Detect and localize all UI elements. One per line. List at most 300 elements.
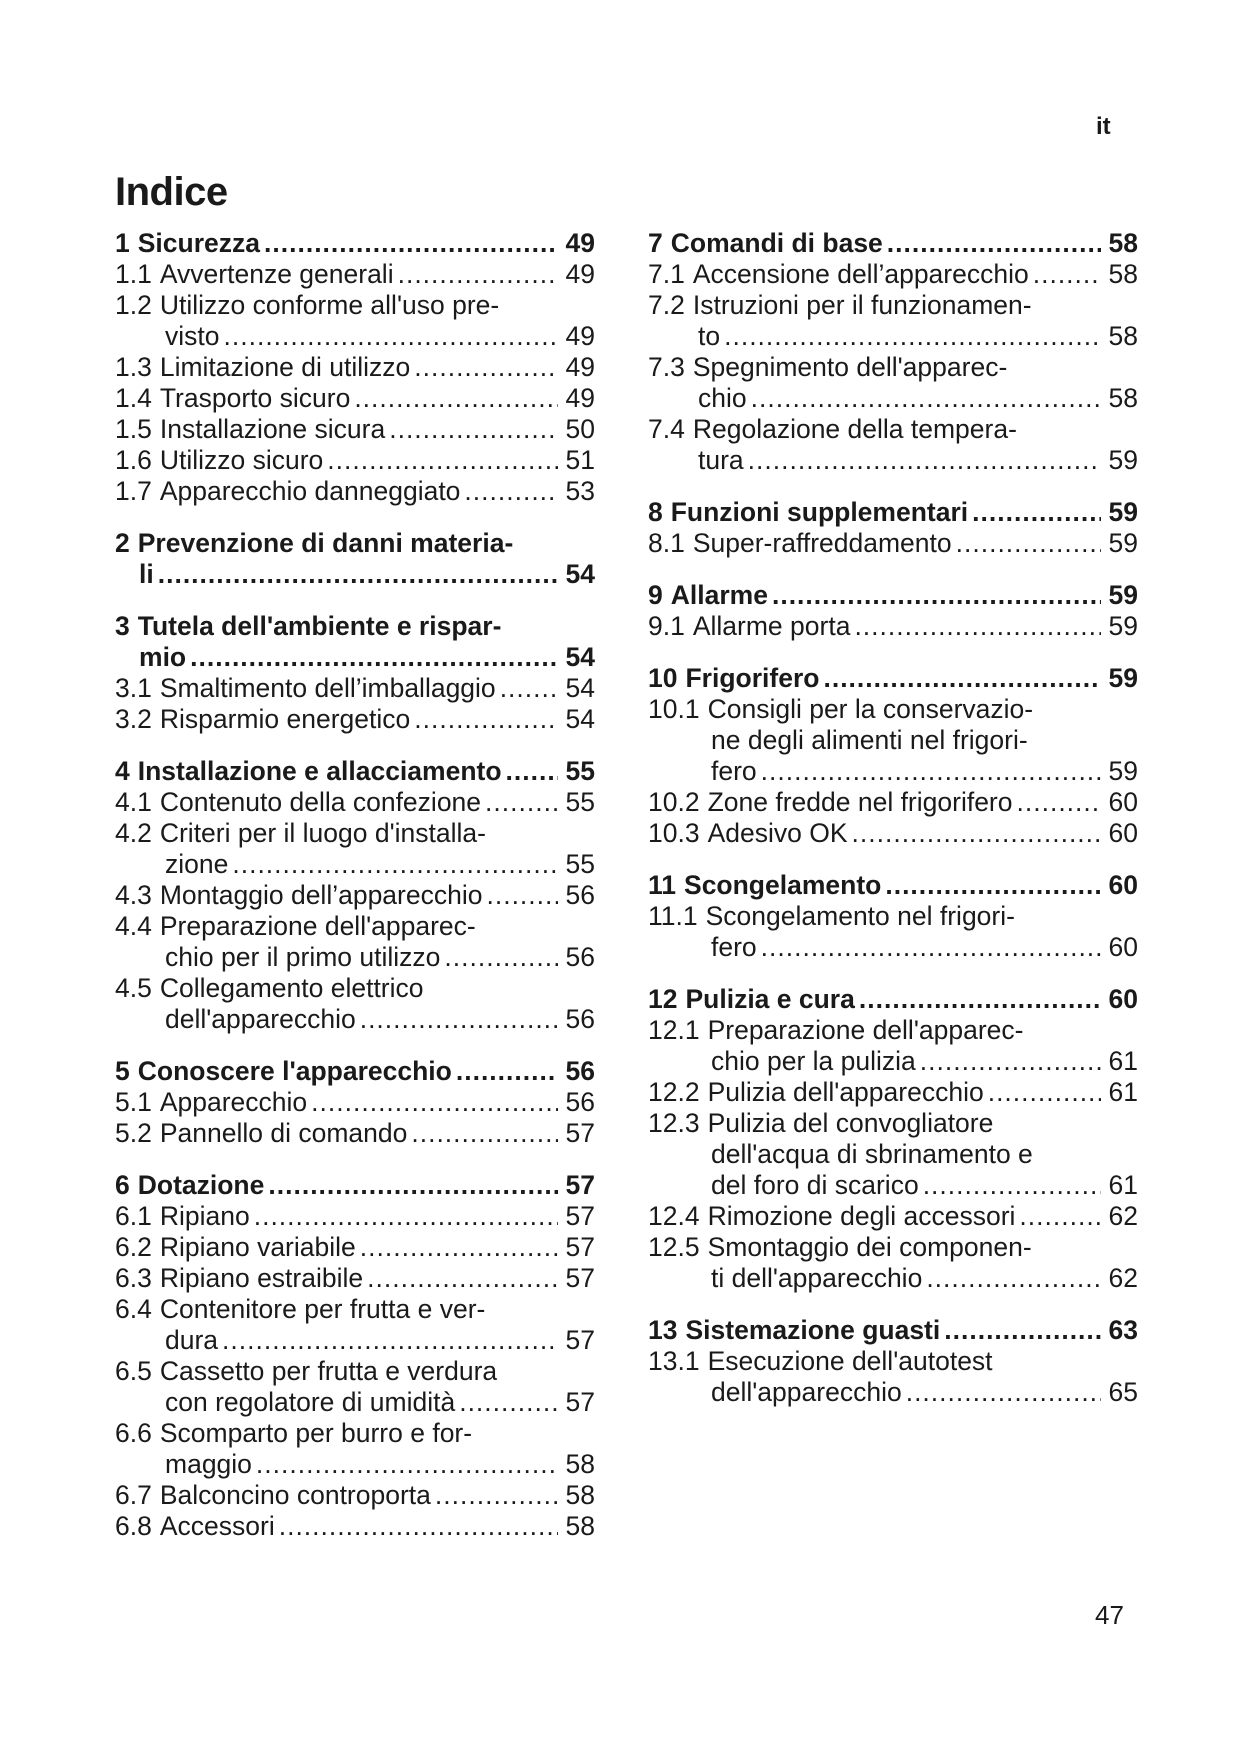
- toc-title: Istruzioni per il funzionamen-: [692, 290, 1032, 320]
- dot-leader: [852, 818, 1101, 849]
- toc-number: 6.2: [115, 1232, 152, 1262]
- toc-entry[interactable]: [648, 1346, 1138, 1408]
- toc-title-continued: dell'apparecchio: [165, 1004, 356, 1034]
- toc-number: 1: [115, 228, 130, 258]
- toc-entry[interactable]: [115, 228, 595, 259]
- toc-entry[interactable]: [648, 787, 1138, 818]
- toc-entry[interactable]: [115, 352, 595, 383]
- toc-title: Balconcino controporta: [159, 1480, 431, 1510]
- toc-number: 12.4: [648, 1201, 700, 1231]
- toc-right-column: [648, 228, 1138, 1429]
- toc-entry[interactable]: [648, 901, 1138, 963]
- toc-page: 58: [1108, 228, 1138, 258]
- toc-entry[interactable]: [648, 1108, 1138, 1201]
- toc-title: Frigorifero: [685, 663, 820, 693]
- toc-line: [115, 611, 595, 642]
- toc-section: [115, 1056, 595, 1149]
- toc-entry[interactable]: [648, 984, 1138, 1015]
- toc-line: [648, 228, 1138, 259]
- toc-number: 1.2: [115, 290, 152, 320]
- dot-leader: [485, 787, 557, 818]
- toc-number: 1.5: [115, 414, 152, 444]
- toc-line: [115, 414, 595, 445]
- dot-leader: [158, 559, 558, 590]
- dot-leader: [748, 445, 1101, 476]
- toc-title: Limitazione di utilizzo: [159, 352, 411, 382]
- toc-title: Adesivo OK: [707, 818, 848, 848]
- toc-number: 9: [648, 580, 663, 610]
- toc-section: [648, 870, 1138, 963]
- toc-section: [648, 497, 1138, 559]
- toc-number: 9.1: [648, 611, 685, 641]
- toc-number: 4.1: [115, 787, 152, 817]
- toc-page: 54: [565, 673, 595, 703]
- toc-entry[interactable]: [115, 476, 595, 507]
- toc-line-continued: dell'acqua di sbrinamento e: [711, 1139, 1033, 1169]
- toc-number: 8: [648, 497, 663, 527]
- toc-entry[interactable]: [648, 1077, 1138, 1108]
- toc-entry[interactable]: [648, 694, 1138, 787]
- toc-entry[interactable]: [115, 1418, 595, 1480]
- toc-line: [648, 818, 1138, 849]
- toc-line-continued: ne degli alimenti nel frigori-: [711, 725, 1028, 755]
- toc-entry[interactable]: [115, 1480, 595, 1511]
- toc-title-continued: visto: [165, 321, 220, 351]
- toc-number: 1.7: [115, 476, 152, 506]
- toc-title-continued: ti dell'apparecchio: [711, 1263, 923, 1293]
- dot-leader: [464, 476, 557, 507]
- toc-number: 11: [648, 870, 677, 900]
- page-number: 47: [1095, 1600, 1124, 1630]
- toc-line: [648, 870, 1138, 901]
- toc-page: 57: [565, 1387, 595, 1417]
- toc-line: [115, 1170, 595, 1201]
- toc-page: 59: [1108, 611, 1138, 641]
- toc-title: Conoscere l'apparecchio: [137, 1056, 452, 1086]
- toc-page: 58: [565, 1480, 595, 1510]
- dot-leader: [859, 984, 1101, 1015]
- toc-entry[interactable]: [115, 445, 595, 476]
- toc-entry[interactable]: [115, 1232, 595, 1263]
- dot-leader: [354, 383, 557, 414]
- toc-line: [648, 1015, 1138, 1046]
- dot-leader: [367, 1263, 557, 1294]
- toc-number: 4.3: [115, 880, 152, 910]
- toc-number: 5.1: [115, 1087, 152, 1117]
- toc-line: [648, 1077, 1138, 1108]
- toc-entry[interactable]: [115, 1356, 595, 1418]
- toc-title: Zone fredde nel frigorifero: [707, 787, 1013, 817]
- dot-leader: [360, 1232, 558, 1263]
- toc-section: [648, 984, 1138, 1294]
- toc-title: Spegnimento dell'apparec-: [692, 352, 1008, 382]
- toc-number: 6.1: [115, 1201, 152, 1231]
- toc-title: Ripiano variabile: [159, 1232, 356, 1262]
- dot-leader: [311, 1087, 557, 1118]
- toc-line: [648, 1201, 1138, 1232]
- toc-entry[interactable]: [648, 580, 1138, 611]
- toc-number: 1.3: [115, 352, 152, 382]
- toc-number: 7: [648, 228, 663, 258]
- dot-leader: [500, 673, 558, 704]
- toc-number: 6.7: [115, 1480, 152, 1510]
- dot-leader: [360, 1004, 558, 1035]
- toc-entry[interactable]: [648, 497, 1138, 528]
- toc-page: 49: [565, 352, 595, 382]
- toc-line: [115, 1232, 595, 1263]
- toc-section: [648, 228, 1138, 476]
- toc-line: [115, 1118, 595, 1149]
- toc-title: Ripiano estraibile: [159, 1263, 364, 1293]
- toc-page: 57: [565, 1325, 595, 1355]
- toc-line: [648, 694, 1138, 725]
- toc-line: [115, 445, 595, 476]
- dot-leader: [327, 445, 557, 476]
- language-code: it: [1096, 113, 1111, 140]
- dot-leader: [456, 1056, 558, 1087]
- toc-number: 10: [648, 663, 678, 693]
- toc-line: [115, 787, 595, 818]
- dot-leader: [761, 756, 1101, 787]
- toc-title: Preparazione dell'apparec-: [159, 911, 476, 941]
- toc-title: Ripiano: [159, 1201, 250, 1231]
- toc-section: [648, 580, 1138, 642]
- toc-title: Pannello di comando: [159, 1118, 408, 1148]
- toc-title: Preparazione dell'apparec-: [707, 1015, 1024, 1045]
- toc-page: 58: [1108, 321, 1138, 351]
- toc-page: 55: [565, 849, 595, 879]
- toc-title: Consigli per la conservazio-: [707, 694, 1034, 724]
- toc-line: [648, 414, 1138, 445]
- toc-page: 61: [1108, 1170, 1138, 1200]
- toc-number: 3: [115, 611, 130, 641]
- toc-title: Allarme porta: [692, 611, 851, 641]
- dot-leader: [920, 1046, 1101, 1077]
- toc-entry[interactable]: [115, 1087, 595, 1118]
- toc-title: Accessori: [159, 1511, 275, 1541]
- toc-line-continued: [115, 559, 595, 590]
- toc-entry[interactable]: [115, 756, 595, 787]
- toc-entry[interactable]: [648, 663, 1138, 694]
- toc-line: [115, 973, 595, 1004]
- toc-title: Criteri per il luogo d'installa-: [159, 818, 486, 848]
- toc-number: 10.1: [648, 694, 700, 724]
- dot-leader: [956, 528, 1101, 559]
- toc-line: [115, 1480, 595, 1511]
- toc-line: [115, 1087, 595, 1118]
- toc-page: 54: [565, 559, 595, 589]
- dot-leader: [1017, 787, 1101, 818]
- toc-line-continued: [648, 932, 1138, 963]
- toc-line: [115, 880, 595, 911]
- toc-entry[interactable]: [115, 1511, 595, 1542]
- dot-leader: [854, 611, 1100, 642]
- toc-title: Installazione sicura: [159, 414, 386, 444]
- toc-title: Apparecchio danneggiato: [159, 476, 461, 506]
- toc-line: [648, 290, 1138, 321]
- toc-title: Tutela dell'ambiente e rispar-: [137, 611, 502, 641]
- toc-title: Accensione dell’apparecchio: [692, 259, 1029, 289]
- toc-title: Comandi di base: [670, 228, 883, 258]
- toc-title: Pulizia dell'apparecchio: [707, 1077, 984, 1107]
- toc-page: 57: [565, 1232, 595, 1262]
- toc-entry[interactable]: [115, 1263, 595, 1294]
- toc-title: Scomparto per burro e for-: [159, 1418, 473, 1448]
- toc-title: Pulizia del convogliatore: [707, 1108, 994, 1138]
- toc-entry[interactable]: [115, 259, 595, 290]
- toc-line: [115, 228, 595, 259]
- toc-entry[interactable]: [115, 611, 595, 673]
- toc-title: Installazione e allacciamento: [137, 756, 502, 786]
- dot-leader: [944, 1315, 1100, 1346]
- toc-line: [648, 580, 1138, 611]
- toc-line: [115, 1294, 595, 1325]
- toc-page: 51: [565, 445, 595, 475]
- dot-leader: [444, 942, 557, 973]
- dot-leader: [414, 352, 557, 383]
- toc-number: 13: [648, 1315, 678, 1345]
- toc-line-continued: [115, 642, 595, 673]
- dot-leader: [988, 1077, 1101, 1108]
- toc-title: Super-raffreddamento: [692, 528, 952, 558]
- toc-number: 12.1: [648, 1015, 700, 1045]
- toc-title-continued: maggio: [165, 1449, 252, 1479]
- toc-title: Esecuzione dell'autotest: [707, 1346, 993, 1376]
- toc-entry[interactable]: [648, 818, 1138, 849]
- dot-leader: [926, 1263, 1100, 1294]
- toc-title: Avvertenze generali: [159, 259, 394, 289]
- toc-entry[interactable]: [115, 704, 595, 735]
- toc-page: 60: [1108, 787, 1138, 817]
- toc-line-continued: [115, 321, 595, 352]
- toc-page: 60: [1108, 870, 1138, 900]
- toc-line: [115, 1511, 595, 1542]
- toc-section: [115, 611, 595, 735]
- toc-title: Montaggio dell’apparecchio: [159, 880, 483, 910]
- toc-entry[interactable]: [115, 818, 595, 880]
- toc-title-continued: mio: [139, 642, 187, 672]
- toc-page: 56: [565, 1087, 595, 1117]
- toc-entry[interactable]: [115, 1201, 595, 1232]
- toc-page: 59: [1108, 528, 1138, 558]
- dot-leader: [751, 383, 1101, 414]
- toc-line: [115, 383, 595, 414]
- toc-section: [115, 228, 595, 507]
- dot-leader: [1033, 259, 1101, 290]
- toc-line: [648, 1346, 1138, 1377]
- toc-title: Regolazione della tempera-: [692, 414, 1017, 444]
- toc-page: 58: [1108, 383, 1138, 413]
- toc-page: 61: [1108, 1077, 1138, 1107]
- toc-line-continued: [115, 849, 595, 880]
- toc-line: [115, 290, 595, 321]
- toc-title: Cassetto per frutta e verdura: [159, 1356, 498, 1386]
- toc-entry[interactable]: [648, 259, 1138, 290]
- toc-line-continued: [115, 1449, 595, 1480]
- toc-page: 49: [565, 259, 595, 289]
- toc-title: Smaltimento dell’imballaggio: [159, 673, 496, 703]
- toc-title: Dotazione: [137, 1170, 265, 1200]
- toc-line: [115, 911, 595, 942]
- toc-page: 59: [1108, 756, 1138, 786]
- toc-title: Trasporto sicuro: [159, 383, 351, 413]
- dot-leader: [772, 580, 1101, 611]
- toc-title-continued: li: [139, 559, 154, 589]
- toc-entry[interactable]: [115, 673, 595, 704]
- toc-number: 10.2: [648, 787, 700, 817]
- toc-page: 62: [1108, 1201, 1138, 1231]
- toc-entry[interactable]: [115, 1118, 595, 1149]
- toc-line: [648, 1232, 1138, 1263]
- toc-number: 13.1: [648, 1346, 700, 1376]
- toc-line: [115, 476, 595, 507]
- toc-number: 12.2: [648, 1077, 700, 1107]
- toc-line: [115, 818, 595, 849]
- toc-line: [648, 1315, 1138, 1346]
- toc-page: 59: [1108, 445, 1138, 475]
- dot-leader: [761, 932, 1101, 963]
- toc-page: 62: [1108, 1263, 1138, 1293]
- toc-title-continued: dura: [165, 1325, 219, 1355]
- toc-entry[interactable]: [648, 290, 1138, 352]
- toc-section: [648, 1315, 1138, 1408]
- toc-number: 3.1: [115, 673, 152, 703]
- toc-line: [115, 1356, 595, 1387]
- toc-page: 57: [565, 1201, 595, 1231]
- toc-title: Smontaggio dei componen-: [707, 1232, 1032, 1262]
- dot-leader: [224, 321, 558, 352]
- toc-entry[interactable]: [648, 352, 1138, 414]
- toc-number: 7.1: [648, 259, 685, 289]
- toc-page: 49: [565, 383, 595, 413]
- toc-title: Funzioni supplementari: [670, 497, 969, 527]
- dot-leader: [823, 663, 1100, 694]
- dot-leader: [268, 1170, 557, 1201]
- toc-title: Utilizzo conforme all'uso pre-: [159, 290, 500, 320]
- toc-entry[interactable]: [648, 870, 1138, 901]
- toc-line-continued: [648, 383, 1138, 414]
- toc-page: 55: [565, 787, 595, 817]
- toc-page: 58: [565, 1449, 595, 1479]
- toc-entry[interactable]: [648, 1232, 1138, 1294]
- toc-page: 54: [565, 704, 595, 734]
- toc-page: 55: [565, 756, 595, 786]
- toc-entry[interactable]: [115, 973, 595, 1035]
- toc-entry[interactable]: [648, 1315, 1138, 1346]
- toc-section: [648, 663, 1138, 849]
- toc-page: 56: [565, 880, 595, 910]
- toc-entry[interactable]: [648, 611, 1138, 642]
- toc-page: 57: [565, 1170, 595, 1200]
- toc-title-continued: to: [698, 321, 721, 351]
- toc-title: Collegamento elettrico: [159, 973, 424, 1003]
- dot-leader: [222, 1325, 557, 1356]
- toc-line: [115, 1201, 595, 1232]
- toc-line-continued: [648, 1263, 1138, 1294]
- toc-number: 5.2: [115, 1118, 152, 1148]
- toc-entry[interactable]: [115, 880, 595, 911]
- toc-entry[interactable]: [648, 528, 1138, 559]
- toc-entry[interactable]: [648, 228, 1138, 259]
- toc-page: 59: [1108, 663, 1138, 693]
- toc-entry[interactable]: [115, 911, 595, 973]
- toc-entry[interactable]: [115, 1056, 595, 1087]
- toc-number: 6.4: [115, 1294, 152, 1324]
- toc-title: Allarme: [670, 580, 768, 610]
- toc-page: 59: [1108, 497, 1138, 527]
- toc-title: Utilizzo sicuro: [159, 445, 324, 475]
- toc-title: Sistemazione guasti: [685, 1315, 941, 1345]
- toc-entry[interactable]: [115, 787, 595, 818]
- toc-number: 1.6: [115, 445, 152, 475]
- toc-title-continued: del foro di scarico: [711, 1170, 919, 1200]
- dot-leader: [724, 321, 1100, 352]
- toc-entry[interactable]: [115, 1294, 595, 1356]
- toc-page: 56: [565, 1004, 595, 1034]
- toc-page: 59: [1108, 580, 1138, 610]
- toc-page: 60: [1108, 984, 1138, 1014]
- toc-line: [115, 352, 595, 383]
- toc-number: 8.1: [648, 528, 685, 558]
- toc-line: [115, 756, 595, 787]
- toc-line: [115, 1263, 595, 1294]
- toc-entry[interactable]: [115, 290, 595, 352]
- dot-leader: [398, 259, 558, 290]
- toc-number: 6.8: [115, 1511, 152, 1541]
- toc-entry[interactable]: [115, 414, 595, 445]
- toc-line: [115, 259, 595, 290]
- toc-number: 1.1: [115, 259, 152, 289]
- toc-title: Sicurezza: [137, 228, 261, 258]
- toc-entry[interactable]: [648, 1201, 1138, 1232]
- toc-entry[interactable]: [115, 528, 595, 590]
- toc-line-continued: [648, 321, 1138, 352]
- toc-page: 60: [1108, 818, 1138, 848]
- toc-title: Apparecchio: [159, 1087, 308, 1117]
- toc-number: 6.3: [115, 1263, 152, 1293]
- dot-leader: [435, 1480, 558, 1511]
- dot-leader: [414, 704, 557, 735]
- toc-line: [648, 663, 1138, 694]
- page-title: Indice: [115, 170, 228, 214]
- toc-page: 53: [565, 476, 595, 506]
- toc-entry[interactable]: [115, 383, 595, 414]
- toc-title: Scongelamento nel frigori-: [705, 901, 1015, 931]
- toc-entry[interactable]: [115, 1170, 595, 1201]
- toc-entry[interactable]: [648, 414, 1138, 476]
- dot-leader: [1019, 1201, 1100, 1232]
- toc-line-continued: [648, 1170, 1138, 1201]
- dot-leader: [887, 228, 1101, 259]
- toc-page: 57: [565, 1118, 595, 1148]
- toc-line-continued: [115, 942, 595, 973]
- toc-number: 6.5: [115, 1356, 152, 1386]
- toc-title: Scongelamento: [684, 870, 882, 900]
- toc-number: 11.1: [648, 901, 698, 931]
- toc-line-continued: [648, 1377, 1138, 1408]
- toc-number: 5: [115, 1056, 130, 1086]
- toc-title-continued: zione: [165, 849, 229, 879]
- toc-number: 4.4: [115, 911, 152, 941]
- toc-number: 4.5: [115, 973, 152, 1003]
- toc-line-continued: [648, 756, 1138, 787]
- toc-entry[interactable]: [648, 1015, 1138, 1077]
- toc-number: 7.3: [648, 352, 685, 382]
- dot-leader: [256, 1449, 558, 1480]
- toc-line: [648, 497, 1138, 528]
- toc-line-continued: [115, 1387, 595, 1418]
- toc-page: 63: [1108, 1315, 1138, 1345]
